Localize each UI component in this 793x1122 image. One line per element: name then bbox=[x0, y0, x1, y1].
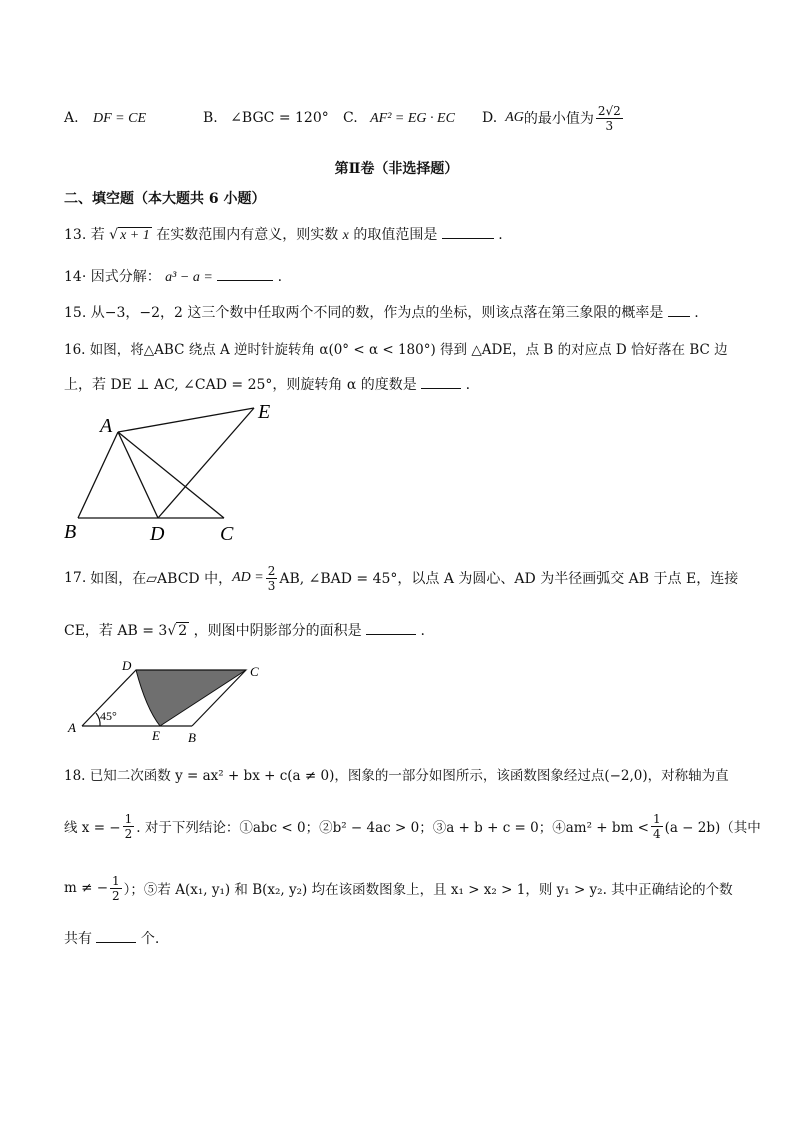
q18-answer-blank[interactable] bbox=[96, 928, 136, 943]
q17-frac-den: 3 bbox=[267, 578, 276, 593]
choice-b bbox=[203, 110, 329, 126]
question-17-line1 bbox=[64, 560, 738, 596]
part-title: 二、填空题（本大题共 6 小题） bbox=[64, 191, 266, 207]
q16-answer-blank[interactable] bbox=[421, 374, 461, 389]
q17-ad-eq: AD = bbox=[232, 570, 264, 585]
shaded-region bbox=[136, 670, 246, 726]
question-18-line4 bbox=[64, 928, 159, 948]
q14-text: 因式分解： bbox=[90, 269, 161, 285]
q17-answer-blank[interactable] bbox=[366, 620, 416, 635]
q17-frac-num: 2 bbox=[267, 563, 276, 578]
q17-line2-pre: CE，若 AB = 3 bbox=[64, 623, 168, 639]
q15-answer-blank[interactable] bbox=[668, 302, 690, 317]
q18-frac2-den: 4 bbox=[652, 826, 661, 841]
q17-line2-post: ，则图中阴影部分的面积是 bbox=[193, 623, 362, 639]
label-b: B bbox=[64, 521, 77, 543]
q13-pre: 若 bbox=[90, 227, 105, 243]
choice-c bbox=[343, 110, 455, 127]
question-16-line2 bbox=[64, 374, 470, 394]
segment-de bbox=[158, 408, 254, 518]
q18-line2-post: (a − 2b)（其中 bbox=[664, 820, 761, 836]
segment-ac bbox=[118, 432, 224, 518]
question-15 bbox=[64, 302, 699, 322]
q16-number: 16. bbox=[64, 342, 86, 358]
q18-frac3-num: 1 bbox=[112, 873, 120, 888]
label-b: B bbox=[188, 730, 196, 745]
q16-end: . bbox=[465, 377, 471, 393]
q18-frac1-num: 1 bbox=[124, 811, 133, 826]
q13-var: x bbox=[342, 228, 349, 243]
label-e: E bbox=[152, 728, 160, 743]
question-13: 13. 若 √ x + 1 在实数范围内有意义，则实数 x 的取值范围是 . bbox=[64, 224, 503, 244]
choice-d-var: AG bbox=[505, 110, 524, 125]
choice-d-text: 的最小值为 bbox=[523, 111, 594, 127]
q13-answer-blank[interactable] bbox=[442, 224, 494, 239]
choice-d-frac-num: 2√2 bbox=[597, 103, 621, 118]
q18-fraction-1 bbox=[123, 812, 135, 841]
segment-ad bbox=[118, 432, 158, 518]
segment-ae bbox=[118, 408, 254, 432]
segment-ab bbox=[78, 432, 118, 518]
q17-pre: 如图，在▱ABCD 中， bbox=[90, 571, 233, 587]
q18-line3-pre: m ≠ − bbox=[64, 880, 109, 896]
q16-line2: 上，若 DE ⊥ AC, ∠CAD = 25°，则旋转角 α 的度数是 bbox=[64, 377, 417, 393]
q18-line3-post: ）；⑤若 A(x₁, y₁) 和 B(x₂, y₂) 均在该函数图象上，且 x₁ > x₂ > 1，则 y₁ > y₂. 其中正确结论的个数 bbox=[123, 882, 733, 898]
label-angle: 45° bbox=[100, 709, 117, 723]
q15-text: 从−3，−2，2 这三个数中任取两个不同的数，作为点的坐标，则该点落在第三象限的概率是 bbox=[90, 305, 664, 321]
q18-line4-pre: 共有 bbox=[64, 931, 92, 947]
choice-b-label: B. bbox=[203, 110, 218, 126]
q18-line4-post: 个. bbox=[140, 931, 160, 947]
choice-d-fraction bbox=[596, 104, 623, 133]
q14-expr: a³ − a = bbox=[165, 270, 213, 285]
choice-c-text: AF² = EG · EC bbox=[370, 111, 455, 126]
q17-parallelogram-figure bbox=[60, 656, 280, 748]
q18-frac3-den: 2 bbox=[112, 888, 120, 903]
q14-answer-blank[interactable] bbox=[217, 266, 273, 281]
q13-post: 在实数范围内有意义，则实数 bbox=[156, 227, 339, 243]
label-d: D bbox=[150, 523, 165, 545]
q16-line1: 如图，将△ABC 绕点 A 逆时针旋转角 α(0° < α < 180°) 得到 △ADE，点 B 的对应点 D 恰好落在 BC 边 bbox=[89, 342, 728, 358]
label-a: A bbox=[100, 415, 113, 437]
q13-radicand: x + 1 bbox=[120, 228, 150, 243]
q17-line2-sqrt: 2 bbox=[178, 623, 188, 639]
q17-end: . bbox=[420, 623, 425, 639]
choice-b-text: ∠BGC = 120° bbox=[230, 110, 329, 126]
q15-end: . bbox=[694, 305, 699, 321]
label-a: A bbox=[68, 720, 76, 735]
q18-fraction-3 bbox=[110, 874, 122, 903]
question-18-line2 bbox=[64, 806, 761, 846]
q18-frac2-num: 1 bbox=[652, 811, 661, 826]
question-14 bbox=[64, 266, 282, 286]
section-title: 第Ⅱ卷（非选择题） bbox=[334, 161, 459, 177]
q16-triangle-figure bbox=[56, 396, 286, 546]
choice-c-label: C. bbox=[343, 110, 358, 126]
question-17-line2: CE，若 AB = 3√ 2 ，则图中阴影部分的面积是 . bbox=[64, 620, 425, 640]
choice-d bbox=[482, 100, 625, 136]
q14-number: 14· bbox=[64, 269, 87, 285]
q17-number: 17. bbox=[64, 570, 87, 586]
q13-number: 13. bbox=[64, 227, 87, 243]
q18-line2-pre: 线 x = − bbox=[64, 820, 121, 836]
choice-a-text: DF = CE bbox=[93, 111, 147, 126]
q18-number: 18. bbox=[64, 768, 86, 784]
question-16-line1 bbox=[64, 338, 728, 358]
q18-frac1-den: 2 bbox=[124, 826, 133, 841]
q18-line1: 已知二次函数 y = ax² + bx + c(a ≠ 0)，图象的一部分如图所示，该函数图象经过点(−2,0)，对称轴为直 bbox=[89, 768, 729, 784]
question-18-line1 bbox=[64, 764, 729, 784]
choice-a-label: A. bbox=[64, 110, 79, 126]
q18-fraction-2 bbox=[651, 812, 663, 841]
q17-fraction bbox=[266, 564, 278, 593]
label-c: C bbox=[220, 523, 234, 545]
choice-d-frac-den: 3 bbox=[605, 118, 614, 133]
question-18-line3 bbox=[64, 868, 733, 908]
label-e: E bbox=[258, 401, 271, 423]
q17-post: AB, ∠BAD = 45°，以点 A 为圆心、AD 为半径画弧交 AB 于点 E，连接 bbox=[279, 571, 739, 587]
q14-end: . bbox=[277, 269, 283, 285]
choice-a bbox=[64, 110, 146, 127]
label-c: C bbox=[250, 664, 259, 679]
q15-number: 15. bbox=[64, 305, 87, 321]
choice-d-label: D. bbox=[482, 110, 498, 126]
label-d: D bbox=[122, 658, 132, 673]
q13-post2: 的取值范围是 bbox=[353, 227, 438, 243]
q18-line2-mid: . 对于下列结论：①abc < 0；②b² − 4ac > 0；③a + b + c = 0；④am² + bm < bbox=[136, 820, 649, 836]
q13-end: . bbox=[498, 227, 503, 243]
